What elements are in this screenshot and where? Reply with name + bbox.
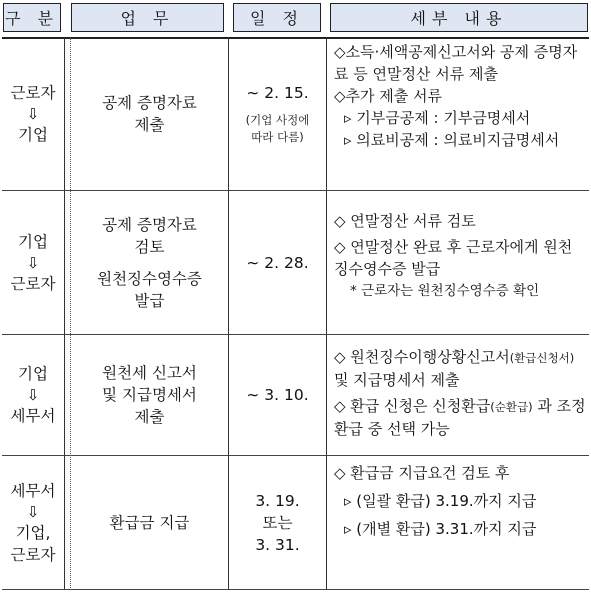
detail-item: ◇ 연말정산 서류 검토	[334, 212, 476, 230]
task-cell	[71, 193, 228, 332]
detail-item: ◇ 환급금 지급요건 검토 후	[334, 464, 510, 482]
division-to: 세무서	[10, 407, 56, 425]
task-line: 제출	[134, 408, 165, 426]
down-arrow-icon: ⇩	[26, 503, 40, 521]
division-to: 근로자	[10, 274, 56, 293]
detail-sub-item: ▹ 기부금공제 : 기부금명세서	[344, 109, 531, 127]
task-cell	[71, 337, 228, 453]
down-arrow-icon: ⇩	[26, 386, 40, 404]
schedule-date: ∼ 2. 15.	[246, 84, 309, 102]
header-division: 구 분	[3, 3, 61, 32]
task-line: 환급금 지급	[109, 514, 190, 532]
task-line: 공제 증명자료	[102, 215, 197, 234]
schedule-date: 3. 19.	[255, 492, 300, 510]
schedule-date: 3. 31.	[255, 536, 300, 554]
task-cell	[71, 458, 228, 588]
division-from: 기업	[18, 365, 48, 383]
schedule-cell	[229, 337, 326, 453]
task-line: 검토	[134, 237, 165, 256]
header-task: 업 무	[71, 3, 224, 32]
detail-item: ◇ 원천징수이행상황신고서(환급신청서) 및 지급명세서 제출	[334, 348, 575, 389]
division-cell	[2, 193, 64, 332]
down-arrow-icon: ⇩	[26, 105, 40, 123]
details-cell	[334, 462, 586, 540]
row-divider	[2, 334, 589, 335]
division-to: 근로자	[10, 546, 56, 564]
schedule-cell	[229, 193, 326, 332]
detail-sub-item: ▹ 의료비공제 : 의료비지급명세서	[344, 131, 560, 149]
detail-item: ◇소득·세액공제신고서와 공제 증명자료 등 연말정산 서류 제출	[334, 43, 578, 83]
schedule-cell	[229, 458, 326, 588]
division-cell	[2, 337, 64, 453]
division-to: 기업	[18, 126, 48, 144]
division-from: 세무서	[10, 482, 56, 500]
schedule-date: ∼ 3. 10.	[246, 386, 309, 404]
task-line: 공제 증명자료	[102, 94, 197, 112]
row-divider	[2, 190, 589, 191]
division-from: 기업	[18, 232, 48, 251]
detail-item: ◇추가 제출 서류	[334, 87, 443, 105]
task-line: 발급	[134, 291, 165, 310]
schedule-note: 따라 다름)	[251, 130, 304, 144]
task-line: 원천징수영수증	[97, 269, 202, 288]
table-top-border	[2, 37, 589, 39]
division-cell	[2, 40, 64, 188]
column-divider	[326, 38, 327, 590]
task-line: 제출	[134, 116, 165, 134]
header-schedule: 일 정	[233, 3, 321, 32]
row-divider	[2, 455, 589, 456]
detail-sub-item: ▹ (개별 환급) 3.31.까지 지급	[344, 520, 537, 538]
down-arrow-icon: ⇩	[26, 253, 40, 272]
detail-item: ◇ 환급 신청은 신청환급(순환급) 과 조정환급 중 선택 가능	[334, 397, 586, 438]
details-cell	[334, 41, 586, 151]
schedule-cell	[229, 40, 326, 188]
column-divider	[64, 38, 65, 590]
header-details: 세부 내용	[330, 3, 588, 32]
schedule-date: 또는	[262, 514, 293, 532]
table-bottom-border	[2, 589, 589, 590]
task-line: 및 지급명세서	[102, 386, 197, 404]
schedule-note: (기업 사정에	[245, 113, 310, 127]
division-to: 기업,	[15, 524, 51, 542]
detail-sub-item: ▹ (일괄 환급) 3.19.까지 지급	[344, 492, 537, 510]
detail-note: * 근로자는 원천징수영수증 확인	[350, 283, 540, 299]
schedule-date: ∼ 2. 28.	[246, 253, 309, 272]
details-cell	[334, 210, 586, 302]
division-from: 근로자	[10, 84, 56, 102]
task-cell	[71, 40, 228, 188]
detail-item: ◇ 연말정산 완료 후 근로자에게 원천징수영수증 발급	[334, 238, 573, 278]
division-cell	[2, 458, 64, 588]
details-cell	[334, 346, 586, 440]
task-line: 원천세 신고서	[102, 364, 197, 382]
